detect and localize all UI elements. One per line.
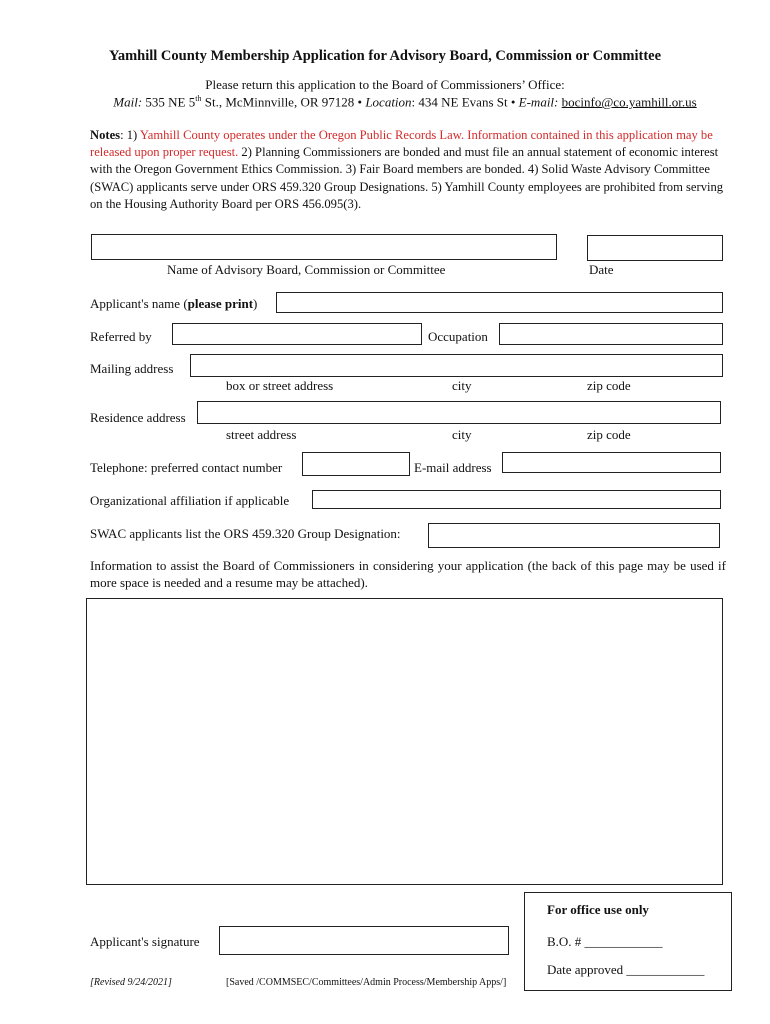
location-label: Location xyxy=(365,94,412,110)
notes-paragraph xyxy=(90,127,730,213)
notes-rest: 2) Planning Commissioners are bonded and must file an annual statement of economic interest with the Oregon Government Ethics Commission. 3) Fair Board members are bonded. 4) Solid Waste Advisory Committee (SWAC) applicants serve under ORS 459.320 Group Designations. 5) Yamhill County employees are prohibited from serving on the Housing Authority Board per ORS 456.095(3). xyxy=(90,145,724,211)
bo-number-field: B.O. # ____________ xyxy=(547,934,663,949)
mail-address-post: St., McMinnville, OR 97128 • xyxy=(204,94,363,110)
residence-street-caption: street address xyxy=(226,427,297,442)
occupation-input[interactable] xyxy=(499,323,723,345)
revised-date: [Revised 9/24/2021] xyxy=(90,977,172,988)
applicant-name-input[interactable] xyxy=(276,292,723,313)
mail-label: Mail: xyxy=(113,94,143,110)
telephone-input[interactable] xyxy=(302,452,410,476)
date-input[interactable] xyxy=(587,235,723,261)
address-line xyxy=(0,94,770,110)
applicant-name-label xyxy=(90,296,257,312)
mailing-zip-caption: zip code xyxy=(587,378,631,393)
page-title: Yamhill County Membership Application for Advisory Board, Commission or Committee xyxy=(108,48,662,64)
referred-by-label: Referred by xyxy=(90,329,152,344)
org-affiliation-label: Organizational affiliation if applicable xyxy=(90,493,290,508)
residence-city-caption: city xyxy=(452,427,472,442)
saved-path: [Saved /COMMSEC/Committees/Admin Process/Membership Apps/] xyxy=(226,977,507,988)
info-textarea[interactable] xyxy=(86,598,723,885)
board-name-input[interactable] xyxy=(91,234,557,260)
applicant-name-label-text: Applicant's name ( xyxy=(90,296,188,311)
email-address-label: E-mail address xyxy=(414,460,492,475)
office-use-title: For office use only xyxy=(547,902,649,917)
mail-address-pre: 535 NE 5 xyxy=(145,94,196,110)
date-approved-field: Date approved ____________ xyxy=(547,962,705,977)
signature-label: Applicant's signature xyxy=(90,934,200,949)
board-name-caption: Name of Advisory Board, Commission or Committee xyxy=(167,262,446,277)
mailing-street-caption: box or street address xyxy=(226,378,334,393)
residence-zip-caption: zip code xyxy=(587,427,631,442)
email-label: E-mail: xyxy=(518,94,559,110)
note-1-prefix: : 1) xyxy=(120,128,138,142)
office-use-box xyxy=(524,892,732,991)
swac-label: SWAC applicants list the ORS 459.320 Group Designation: xyxy=(90,526,401,541)
residence-address-input[interactable] xyxy=(197,401,721,424)
mail-address-sup: th xyxy=(195,94,202,103)
org-affiliation-input[interactable] xyxy=(312,490,721,509)
info-instructions: Information to assist the Board of Commissioners in considering your application (the back of this page may be used if more space is needed and a resume may be attached). xyxy=(90,558,726,590)
occupation-label: Occupation xyxy=(428,329,488,344)
applicant-name-label-close: ) xyxy=(253,296,258,311)
mailing-address-label: Mailing address xyxy=(90,361,174,376)
mailing-address-input[interactable] xyxy=(190,354,723,377)
mailing-city-caption: city xyxy=(452,378,472,393)
please-print-text: please print xyxy=(187,296,254,311)
return-instructions: Please return this application to the Board of Commissioners’ Office: xyxy=(205,77,565,92)
email-address-input[interactable] xyxy=(502,452,721,473)
note-1-public-records: Yamhill County operates under the Oregon Public Records Law. Information contained in this application may be released upon proper request. xyxy=(90,128,713,160)
swac-designation-input[interactable] xyxy=(428,523,720,548)
telephone-label: Telephone: preferred contact number xyxy=(90,460,283,475)
notes-label: Notes xyxy=(90,128,121,142)
location-value: : 434 NE Evans St • xyxy=(411,94,516,110)
email-link[interactable]: bocinfo@co.yamhill.or.us xyxy=(561,94,697,110)
residence-address-label: Residence address xyxy=(90,410,186,425)
referred-by-input[interactable] xyxy=(172,323,422,345)
date-caption: Date xyxy=(589,262,614,277)
signature-input[interactable] xyxy=(219,926,509,955)
